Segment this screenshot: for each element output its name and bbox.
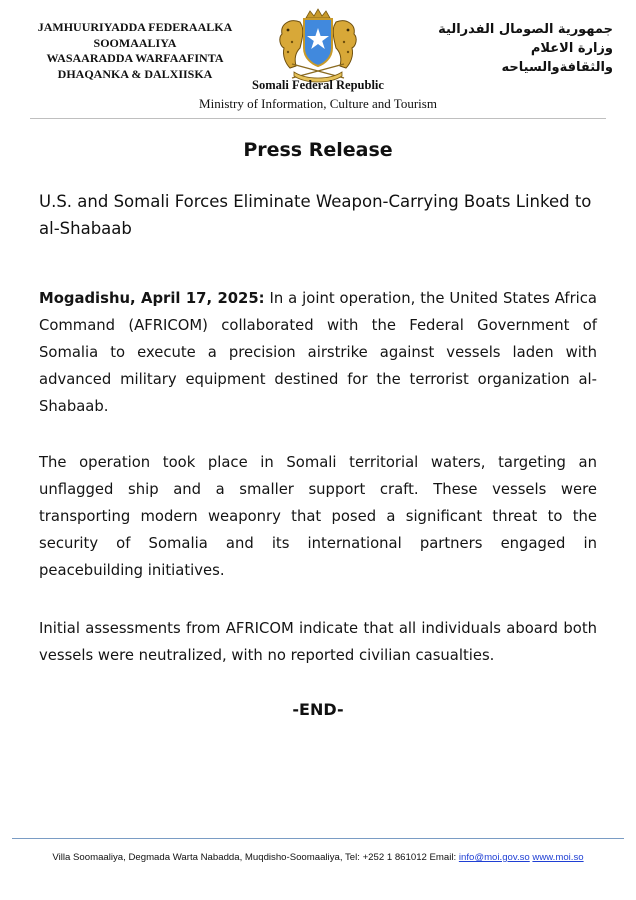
paragraph-1-text: In a joint operation, the United States Africa Command (AFRICOM) collaborated with the Federal Government of Somalia to execute a precision airstrike against vessels laden with advanced military equipment destined for the terrorist organization al-Shabaab.	[39, 290, 597, 415]
header-left-line-4: DHAQANKA & DALXIISKA	[57, 66, 213, 81]
header-right-line-1: جمهورية الصومال الفدرالية	[438, 22, 613, 37]
paragraph-2: The operation took place in Somali territorial waters, targeting an unflagged ship and a smaller support craft. These vessels were transporting modern weaponry that posed a significant threat to the security of Somalia and its international partners engaged in peacebuilding initiatives.	[39, 454, 597, 579]
footer-website-link[interactable]: www.moi.so	[532, 852, 584, 863]
document-title: Press Release	[243, 139, 393, 161]
coat-of-arms-icon	[270, 8, 366, 84]
footer-divider	[12, 838, 624, 839]
ministry-name: Ministry of Information, Culture and Tourism	[199, 96, 437, 111]
footer	[0, 852, 636, 863]
headline: U.S. and Somali Forces Eliminate Weapon-Carrying Boats Linked to al-Shabaab	[39, 192, 592, 238]
header-divider	[30, 118, 606, 119]
end-marker: -END-	[292, 700, 344, 719]
footer-email-link[interactable]: info@moi.gov.so	[458, 852, 530, 863]
header-arabic-text	[408, 20, 613, 77]
dateline: Mogadishu, April 17, 2025:	[39, 290, 265, 307]
footer-address: Villa Soomaaliya, Degmada Warta Nabadda, Muqdisho-Soomaaliya, Tel: +252 1 861012 Email:	[52, 852, 459, 863]
header-left-line-3: WASAARADDA WARFAAFINTA	[46, 51, 224, 65]
header-left-line-1: JAMHUURIYADDA FEDERAALKA	[37, 20, 233, 34]
header-right-line-2: وزارة الاعلام	[530, 41, 613, 56]
republic-name: Somali Federal Republic	[252, 78, 384, 92]
header-somali-text	[30, 20, 240, 82]
paragraph-1	[39, 285, 597, 420]
header-left-line-2: SOOMAALIYA	[93, 35, 177, 50]
paragraph-3: Initial assessments from AFRICOM indicate that all individuals aboard both vessels were neutralized, with no reported civilian casualties.	[39, 620, 597, 664]
header-right-line-3: والثقافةوالسياحه	[501, 60, 613, 75]
